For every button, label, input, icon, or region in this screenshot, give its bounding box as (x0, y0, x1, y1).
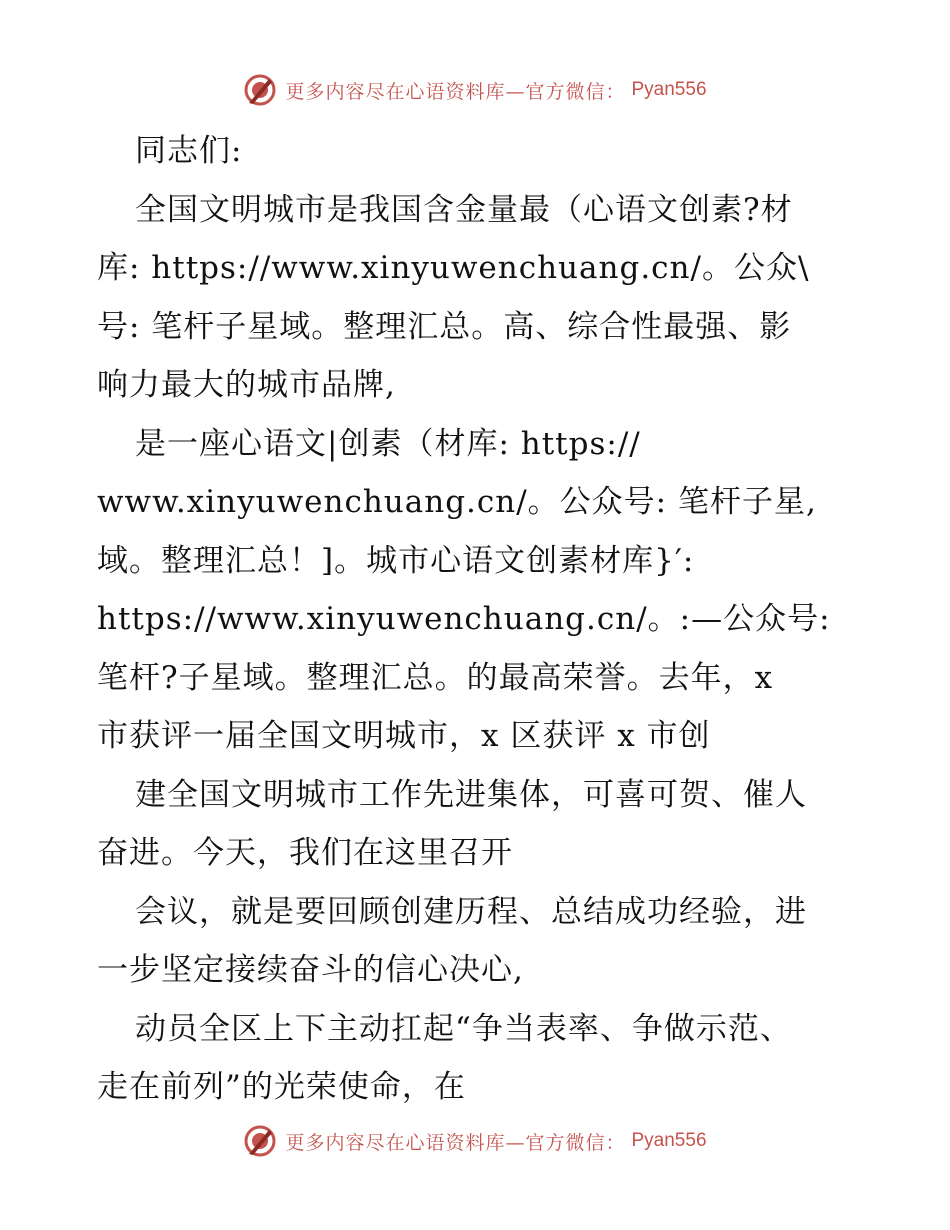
watermark-text: 更多内容尽在心语资料库—官方微信： (285, 80, 626, 103)
text-line: 是一座心语文|创素（材库: https:// (135, 425, 641, 462)
text-line: 市获评一届全国文明城市，x 区获评 x 市创 (97, 718, 711, 754)
quill-logo-icon (243, 73, 277, 107)
watermark-text: 更多内容尽在心语资料库—官方微信： (285, 1131, 626, 1154)
text-line: 奋进。今天，我们在这里召开 (97, 835, 513, 871)
quill-logo-icon (243, 1124, 277, 1158)
footer-watermark (0, 1121, 950, 1161)
text-line: 建全国文明城市工作先进集体，可喜可贺、催人 (135, 776, 807, 813)
document-body (97, 122, 857, 1117)
text-line: 库: https://www.xinyuwenchuang.cn/。公众\ (97, 250, 810, 286)
text-line: https://www.xinyuwenchuang.cn/。:—公众号: (97, 601, 831, 637)
text-line: 号: 笔杆子星域。整理汇总。高、综合性最强、影 (97, 308, 792, 345)
text-line: 走在前列”的光荣使命，在 (97, 1069, 466, 1105)
text-line: 会议，就是要回顾创建历程、总结成功经验，进 (135, 893, 807, 930)
text-line: 域。整理汇总！]。城市心语文创素材库}′: (97, 542, 695, 579)
text-line: 笔杆?子星域。整理汇总。的最高荣誉。去年，x (97, 659, 774, 696)
watermark-contact: Pyan556 (631, 1130, 707, 1151)
watermark-contact: Pyan556 (631, 79, 707, 100)
text-line: 全国文明城市是我国含金量最（心语文创素?材 (135, 191, 793, 228)
header-watermark (0, 70, 950, 110)
text-line: www.xinyuwenchuang.cn/。公众号: 笔杆子星, (97, 484, 817, 520)
text-line: 响力最大的城市品牌, (97, 367, 396, 403)
text-line: 同志们: (135, 133, 243, 169)
text-line: 一步坚定接续奋斗的信心决心, (97, 952, 524, 988)
text-line: 动员全区上下主动扛起“争当表率、争做示范、 (135, 1010, 792, 1047)
